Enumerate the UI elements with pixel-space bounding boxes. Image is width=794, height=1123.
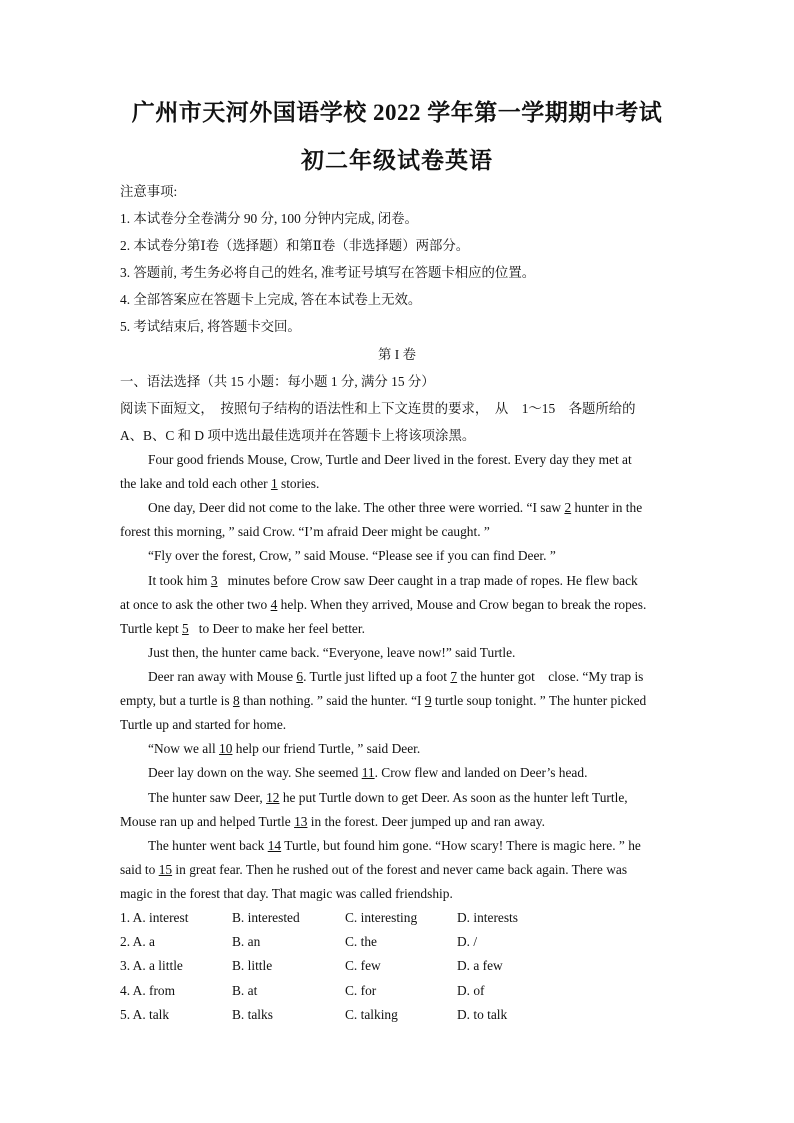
page-subtitle: 初二年级试卷英语 — [301, 148, 493, 173]
passage-line: magic in the forest that day. That magic was called friendship. — [120, 886, 453, 901]
blank-1: 1 — [270, 476, 278, 491]
passage-line: the lake and told each other 1 stories. — [120, 476, 320, 491]
option-b: B. interested — [232, 910, 300, 925]
question-options — [120, 1007, 680, 1025]
option-d: D. a few — [457, 958, 503, 973]
passage-line: The hunter went back 14 Turtle, but found him gone. “How scary! There is magic here. ” he — [148, 838, 641, 853]
passage-line: Deer ran away with Mouse 6. Turtle just lifted up a foot 7 the hunter got close. “My trap is — [148, 669, 644, 684]
option-b: B. at — [232, 983, 258, 998]
option-a: 5. A. talk — [120, 1007, 170, 1022]
passage-line: said to 15 in great fear. Then he rushed out of the forest and never came back again. There was — [120, 862, 628, 877]
blank-9: 9 — [424, 693, 432, 708]
option-c: C. talking — [345, 1007, 398, 1022]
option-d: D. of — [457, 983, 485, 998]
option-b: B. talks — [232, 1007, 273, 1022]
blank-10: 10 — [219, 741, 233, 756]
blank-2: 2 — [564, 500, 572, 515]
passage-line: “Fly over the forest, Crow, ” said Mouse. “Please see if you can find Deer. ” — [148, 548, 556, 563]
passage-line: It took him 3 minutes before Crow saw Deer caught in a trap made of ropes. He flew back — [148, 573, 638, 588]
option-b: B. an — [232, 934, 261, 949]
passage-line: Deer lay down on the way. She seemed 11. Crow flew and landed on Deer’s head. — [148, 765, 588, 780]
option-a: 1. A. interest — [120, 910, 189, 925]
option-b: B. little — [232, 958, 273, 973]
passage-line: One day, Deer did not come to the lake. The other three were worried. “I saw 2 hunter in the — [148, 500, 643, 515]
passage-line: “Now we all 10 help our friend Turtle, ” said Deer. — [148, 741, 421, 756]
blank-14: 14 — [267, 838, 282, 853]
passage-line: Turtle kept 5 to Deer to make her feel better. — [120, 621, 365, 636]
section-instruction: A、B、C 和 D 项中选出最佳选项并在答题卡上将该项涂黑。 — [120, 428, 476, 443]
passage-line: empty, but a turtle is 8 than nothing. ” said the hunter. “I 9 turtle soup tonight. ” The hunter picked — [120, 693, 647, 708]
blank-15: 15 — [158, 862, 173, 877]
passage-line: Turtle up and started for home. — [120, 717, 287, 732]
question-options — [120, 958, 680, 976]
passage-line: The hunter saw Deer, 12 he put Turtle down to get Deer. As soon as the hunter left Turtle, — [148, 790, 628, 805]
volume-heading: 第 I 卷 — [378, 347, 416, 362]
passage-line: at once to ask the other two 4 help. When they arrived, Mouse and Crow began to break the ropes. — [120, 597, 647, 612]
passage-line: Mouse ran up and helped Turtle 13 in the forest. Deer jumped up and ran away. — [120, 814, 545, 829]
notice-item: 2. 本试卷分第Ⅰ卷（选择题）和第Ⅱ卷（非选择题）两部分。 — [120, 238, 470, 253]
passage-line: Four good friends Mouse, Crow, Turtle and Deer lived in the forest. Every day they met at — [148, 452, 632, 467]
question-options — [120, 983, 680, 1001]
blank-3: 3 — [210, 573, 218, 588]
section-title: 一、语法选择（共 15 小题：每小题 1 分, 满分 15 分） — [120, 374, 435, 389]
blank-5: 5 — [182, 621, 189, 636]
section-instruction: 阅读下面短文， 按照句子结构的语法性和上下文连贯的要求， 从 1～15 各题所给的 — [120, 401, 636, 416]
question-options — [120, 934, 680, 952]
notice-item: 1. 本试卷分全卷满分 90 分, 100 分钟内完成, 闭卷。 — [120, 211, 418, 226]
option-c: C. interesting — [345, 910, 418, 925]
option-a: 2. A. a — [120, 934, 155, 949]
option-c: C. the — [345, 934, 377, 949]
blank-4: 4 — [270, 597, 278, 612]
page-title: 广州市天河外国语学校 2022 学年第一学期期中考试 — [131, 100, 663, 125]
option-c: C. few — [345, 958, 381, 973]
option-a: 3. A. a little — [120, 958, 183, 973]
option-d: D. / — [457, 934, 478, 949]
blank-12: 12 — [266, 790, 280, 805]
blank-7: 7 — [450, 669, 458, 684]
passage-line: forest this morning, ” said Crow. “I’m afraid Deer might be caught. ” — [120, 524, 490, 539]
blank-6: 6 — [296, 669, 304, 684]
notice-item: 4. 全部答案应在答题卡上完成, 答在本试卷上无效。 — [120, 292, 422, 307]
option-c: C. for — [345, 983, 377, 998]
passage-line: Just then, the hunter came back. “Everyone, leave now!” said Turtle. — [148, 645, 516, 660]
notice-item: 5. 考试结束后, 将答题卡交回。 — [120, 319, 301, 334]
question-options — [120, 910, 680, 928]
option-d: D. to talk — [457, 1007, 508, 1022]
blank-8: 8 — [232, 693, 240, 708]
option-d: D. interests — [457, 910, 518, 925]
notice-heading: 注意事项: — [120, 184, 178, 199]
blank-13: 13 — [294, 814, 308, 829]
option-a: 4. A. from — [120, 983, 176, 998]
notice-item: 3. 答题前, 考生务必将自己的姓名, 准考证号填写在答题卡相应的位置。 — [120, 265, 536, 280]
blank-11: 11 — [361, 765, 375, 780]
